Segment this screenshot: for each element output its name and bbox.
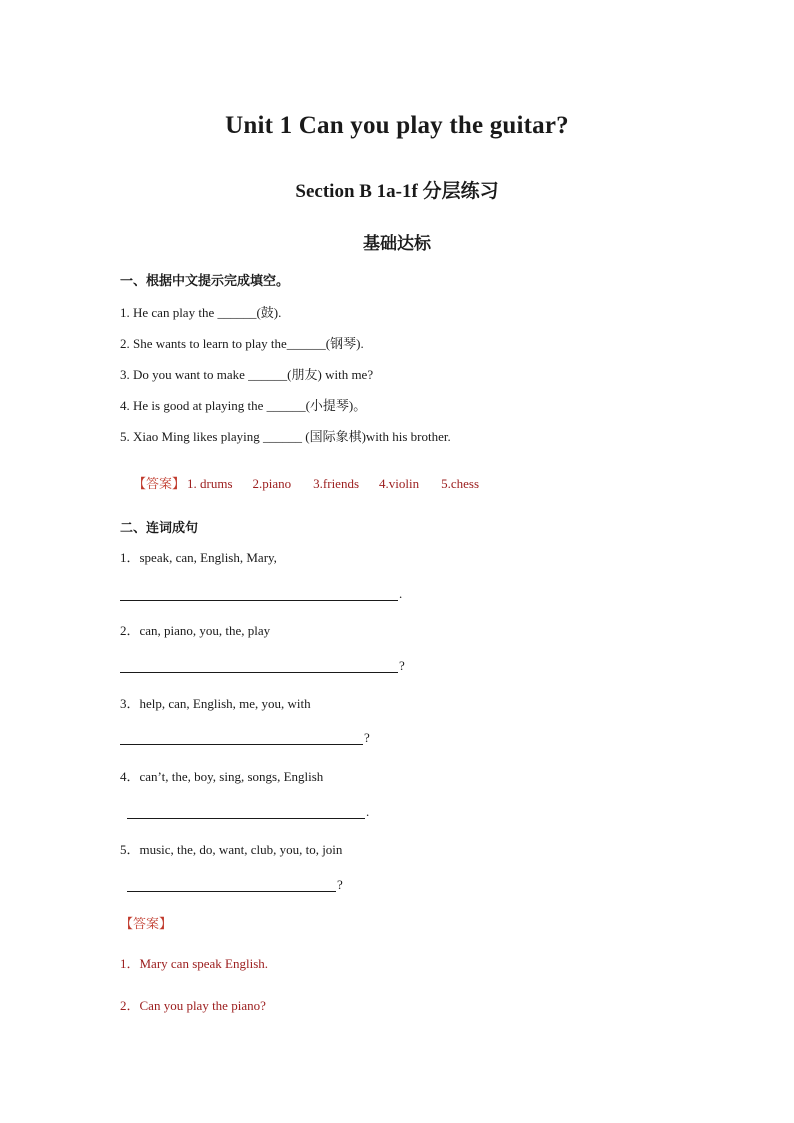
- part2-prompt-2: 2．can, piano, you, the, play: [120, 623, 271, 638]
- part1-item-2: 2. She wants to learn to play the______(钢琴).: [120, 336, 364, 351]
- part1-answer-label: 【答案】: [133, 477, 186, 492]
- answer-blank-2[interactable]: [120, 656, 398, 673]
- part1-item-1: 1. He can play the ______(鼓).: [120, 305, 282, 320]
- part2-prompt-1: 1．speak, can, English, Mary,: [120, 550, 277, 565]
- part2-answer-label: 【答案】: [120, 917, 173, 932]
- level-heading: 基础达标: [363, 234, 431, 254]
- part2-answer-1: 1．Mary can speak English.: [120, 956, 269, 971]
- part2-prompt-4: 4．can’t, the, boy, sing, songs, English: [120, 769, 324, 784]
- part1-heading: 一、根据中文提示完成填空。: [120, 274, 290, 289]
- part1-answer-4: 4.violin: [379, 476, 420, 491]
- part1-item-5: 5. Xiao Ming likes playing ______ (国际象棋)with his brother.: [120, 429, 451, 444]
- part2-answer-2: 2．Can you play the piano?: [120, 998, 266, 1013]
- answer-blank-5[interactable]: [127, 875, 336, 892]
- answer-end-2: ?: [399, 658, 405, 673]
- answer-blank-3[interactable]: [120, 728, 363, 745]
- part1-answer-3: 3.friends: [313, 476, 360, 491]
- part2-prompt-5: 5．music, the, do, want, club, you, to, join: [120, 842, 343, 857]
- part1-item-3: 3. Do you want to make ______(朋友) with me?: [120, 367, 374, 382]
- section-subtitle: Section B 1a-1f 分层练习: [295, 181, 499, 202]
- part1-answer-row: [120, 457, 479, 508]
- answer-blank-1[interactable]: [120, 584, 398, 601]
- part1-item-4: 4. He is good at playing the ______(小提琴)。: [120, 398, 367, 413]
- part1-answer-1: 1. drums: [187, 476, 233, 491]
- answer-end-1: .: [399, 586, 403, 601]
- answer-end-5: ?: [337, 877, 343, 892]
- answer-end-3: ?: [364, 730, 370, 745]
- part2-prompt-3: 3．help, can, English, me, you, with: [120, 696, 311, 711]
- part1-answer-2: 2.piano: [252, 476, 292, 491]
- part2-heading: 二、连词成句: [120, 521, 199, 536]
- part1-answer-5: 5.chess: [441, 476, 480, 491]
- answer-blank-4[interactable]: [127, 802, 365, 819]
- page-title: Unit 1 Can you play the guitar?: [225, 112, 569, 139]
- answer-end-4: .: [366, 804, 370, 819]
